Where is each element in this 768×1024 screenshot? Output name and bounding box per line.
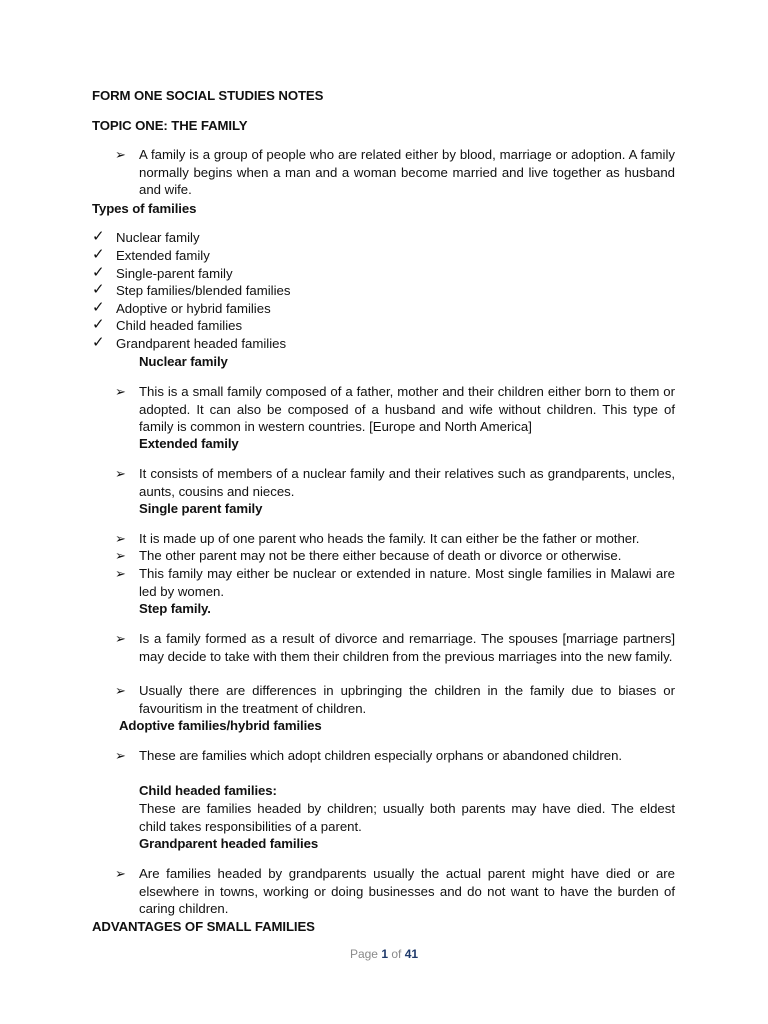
arrow-bullet-icon: ➢ [115,748,126,763]
type-item: Step families/blended families [116,283,291,298]
check-icon: ✓ [92,281,105,298]
arrow-bullet-icon: ➢ [115,631,126,646]
extended-heading: Extended family [139,436,239,451]
page-total: 41 [404,947,419,961]
step-point: Is a family formed as a result of divorce and remarriage. The spouses [marriage partners] may decide to take with them their children from the previous marriages into the new family. [139,631,675,664]
single-point: It is made up of one parent who heads the family. It can either be the father or mother. [139,531,640,546]
types-heading: Types of families [92,201,197,216]
type-item: Extended family [116,248,210,263]
child-headed-heading: Child headed families: [139,783,277,798]
arrow-bullet-icon: ➢ [115,548,126,563]
nuclear-heading: Nuclear family [139,354,228,369]
check-icon: ✓ [92,316,105,333]
single-heading: Single parent family [139,501,263,516]
type-item: Nuclear family [116,230,200,245]
topic-heading: TOPIC ONE: THE FAMILY [92,118,248,133]
extended-point: It consists of members of a nuclear family and their relatives such as grandparents, uncles, aunts, cousins and nieces. [139,466,675,499]
type-item: Child headed families [116,318,243,333]
single-point: The other parent may not be there either because of death or divorce or otherwise. [139,548,622,563]
child-headed-text: These are families headed by children; usually both parents may have died. The eldest child takes responsibilities of a parent. [139,801,675,834]
arrow-bullet-icon: ➢ [115,531,126,546]
check-icon: ✓ [92,334,105,351]
page-number: 1 [381,947,388,961]
check-icon: ✓ [92,246,105,263]
arrow-bullet-icon: ➢ [115,866,126,881]
arrow-bullet-icon: ➢ [115,147,126,162]
grandparent-point: Are families headed by grandparents usually the actual parent might have died or are elsewhere in towns, working or doing businesses and do not want to have the burden of caring children. [139,866,675,916]
step-heading: Step family. [139,601,211,616]
arrow-bullet-icon: ➢ [115,566,126,581]
step-point: Usually there are differences in upbringing the children in the family due to biases or favouritism in the treatment of children. [139,683,675,716]
type-item: Grandparent headed families [116,336,287,351]
type-item: Single-parent family [116,266,233,281]
page-label: Page [349,947,378,961]
adoptive-point: These are families which adopt children especially orphans or abandoned children. [139,748,623,763]
check-icon: ✓ [92,299,105,316]
advantages-heading: ADVANTAGES OF SMALL FAMILIES [92,919,315,934]
intro-paragraph: A family is a group of people who are related either by blood, marriage or adoption. A family normally begins when a man and a woman become married and live together as husband and wife. [139,147,675,197]
page-of-label: of [391,947,402,961]
single-point: This family may either be nuclear or extended in nature. Most single families in Malawi are led by women. [139,566,675,599]
arrow-bullet-icon: ➢ [115,466,126,481]
grandparent-heading: Grandparent headed families [139,836,319,851]
type-item: Adoptive or hybrid families [116,301,271,316]
page-footer [0,947,768,961]
check-icon: ✓ [92,228,105,245]
document-title: FORM ONE SOCIAL STUDIES NOTES [92,88,324,103]
nuclear-point: This is a small family composed of a father, mother and their children either born to them or adopted. It can also be composed of a husband and wife without children. This type of family is common in western countries. [Europe and North America] [139,384,675,434]
check-icon: ✓ [92,264,105,281]
arrow-bullet-icon: ➢ [115,384,126,399]
adoptive-heading: Adoptive families/hybrid families [119,718,322,733]
arrow-bullet-icon: ➢ [115,683,126,698]
